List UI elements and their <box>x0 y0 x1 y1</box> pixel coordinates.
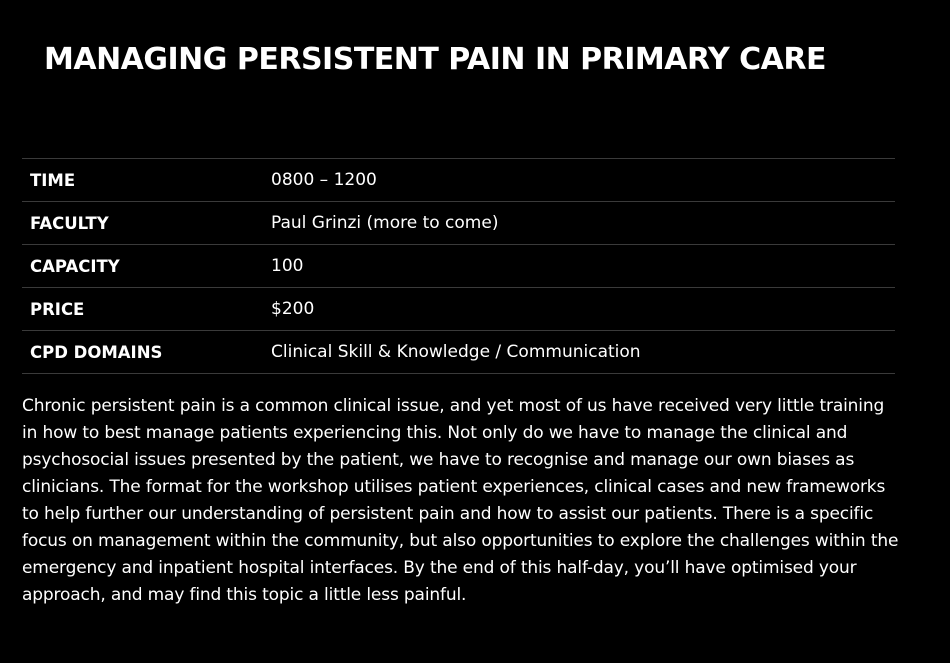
workshop-details-table <box>22 158 895 374</box>
details-label: TIME <box>30 170 76 190</box>
details-row-cpd-domains <box>22 331 895 374</box>
details-row-capacity <box>22 245 895 288</box>
details-value: $200 <box>271 299 315 319</box>
workshop-description: Chronic persistent pain is a common clinical issue, and yet most of us have received very little training in how to best manage patients experiencing this. Not only do we have to manage the clinical and psychosocial issues presented by the patient, we have to recognise and manage our own biases as clinicians. The format for the workshop utilises patient experiences, clinical cases and new frameworks to help further our understanding of persistent pain and how to assist our patients. There is a specific focus on management within the community, but also opportunities to explore the challenges within the emergency and inpatient hospital interfaces. By the end of this half-day, you’ll have optimised your approach, and may find this topic a little less painful. <box>22 396 899 605</box>
details-row-price <box>22 288 895 331</box>
details-label: FACULTY <box>30 213 109 233</box>
details-label: PRICE <box>30 299 85 319</box>
details-value: Clinical Skill & Knowledge / Communication <box>271 342 641 362</box>
details-value: Paul Grinzi (more to come) <box>271 213 499 233</box>
details-value: 100 <box>271 256 304 276</box>
details-label: CPD DOMAINS <box>30 342 163 362</box>
page-title: MANAGING PERSISTENT PAIN IN PRIMARY CARE <box>44 42 826 77</box>
details-row-faculty <box>22 202 895 245</box>
details-label: CAPACITY <box>30 256 120 276</box>
details-value: 0800 – 1200 <box>271 170 377 190</box>
details-row-time <box>22 159 895 202</box>
